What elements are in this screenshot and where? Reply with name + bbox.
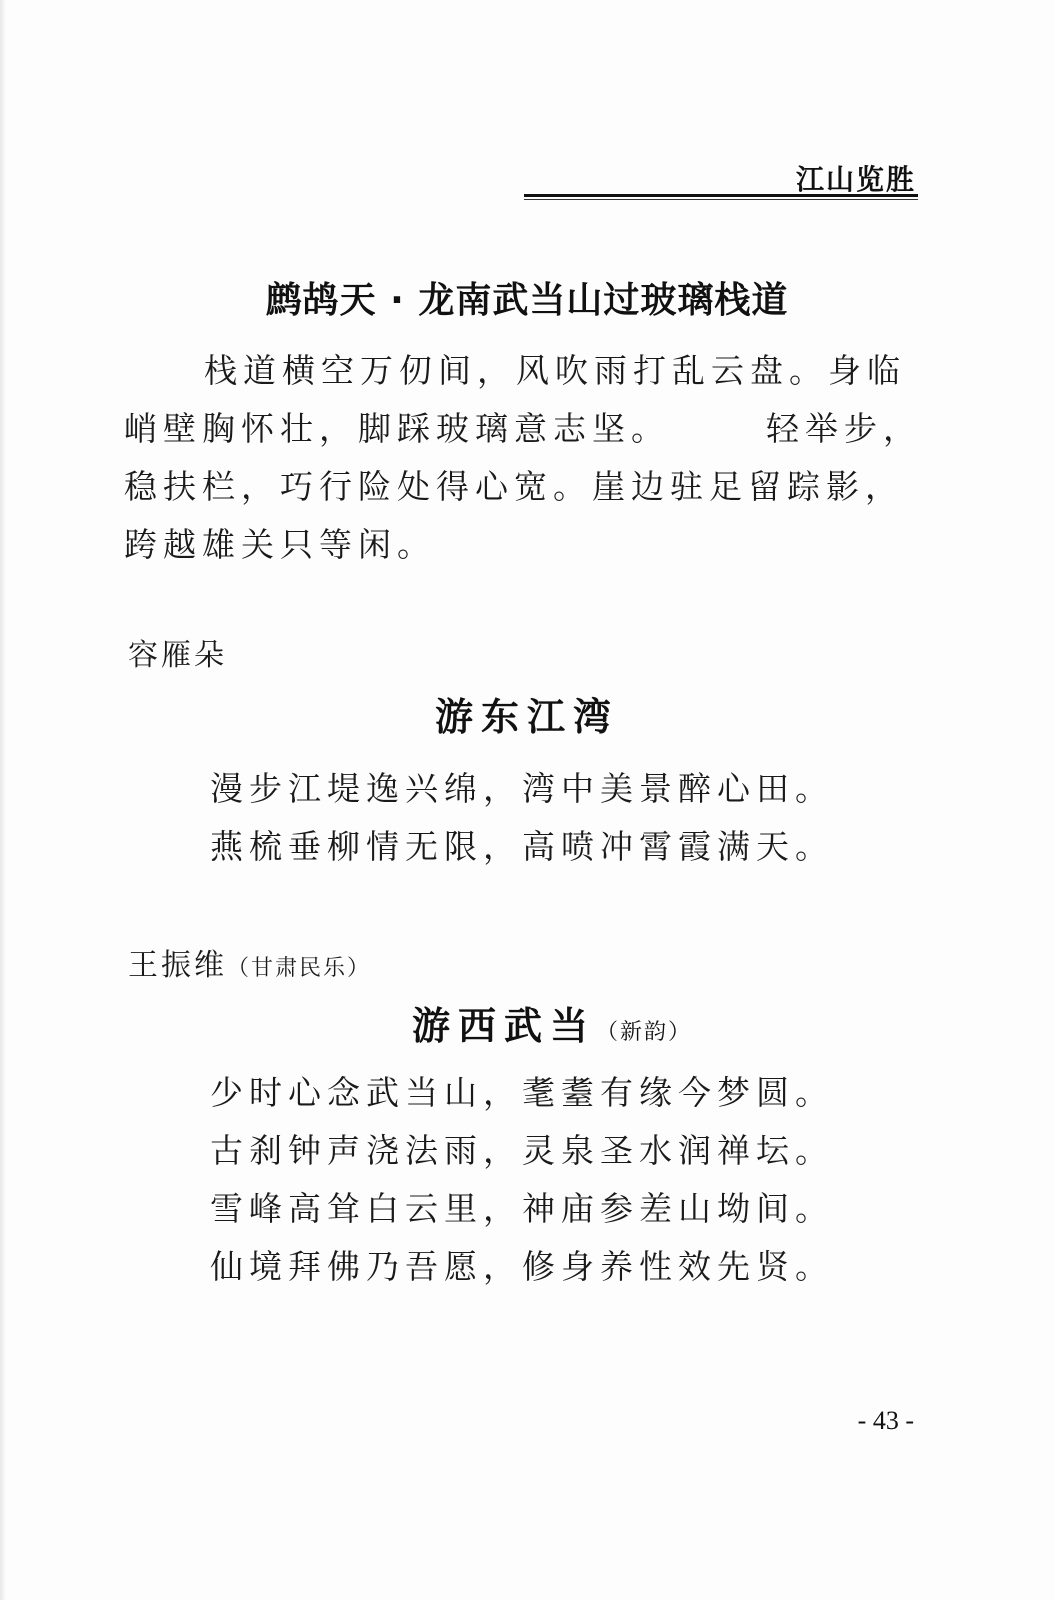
poem-3-line: 少时心念武当山，耄耋有缘今梦圆。: [210, 1073, 834, 1112]
poem-title-2: 游东江湾: [434, 695, 619, 739]
poem-3-line: 仙境拜佛乃吾愿，修身养性效先贤。: [210, 1247, 834, 1286]
poem-1-line: 栈道横空万仞间，风吹雨打乱云盘。身临: [204, 351, 906, 390]
poem-3-line: 雪峰高耸白云里，神庙参差山坳间。: [210, 1189, 834, 1228]
poem-1-line: 稳扶栏，巧行险处得心宽。崖边驻足留踪影，: [124, 467, 904, 506]
poem-3-title-text: 游西武当: [412, 1004, 597, 1048]
header-rule-thin: [524, 199, 918, 200]
poem-2-body: [210, 760, 834, 876]
poem-1-body: [124, 342, 924, 574]
poem-3-author-name: 王振维: [128, 948, 227, 983]
poem-1-line-part: 轻举步，: [766, 409, 922, 448]
poem-1-line: [124, 400, 924, 458]
poem-3-title-note: （新韵）: [596, 1020, 693, 1045]
poem-2-author: 容雁朵: [128, 638, 227, 673]
running-header: 江山览胜: [795, 163, 916, 196]
poem-title-3: [412, 995, 692, 1050]
poem-3-line: 古刹钟声浇法雨，灵泉圣水润禅坛。: [210, 1131, 834, 1170]
poem-3-author-note: （甘肃民乐）: [227, 956, 372, 981]
poem-1-line-part: 峭壁胸怀壮，脚踩玻璃意志坚。: [124, 409, 670, 448]
poem-3-author: [128, 940, 371, 984]
page-number: - 43 -: [857, 1406, 914, 1435]
scan-edge-shadow: [0, 0, 6, 1600]
poem-2-line: 漫步江堤逸兴绵，湾中美景醉心田。: [210, 769, 834, 808]
poem-title-1: 鹧鸪天 · 龙南武当山过玻璃栈道: [265, 280, 789, 321]
poem-3-body: [210, 1064, 834, 1296]
header-rule: [524, 194, 918, 197]
poem-2-line: 燕梳垂柳情无限，高喷冲霄霞满天。: [210, 827, 834, 866]
poem-1-line: 跨越雄关只等闲。: [124, 525, 436, 564]
